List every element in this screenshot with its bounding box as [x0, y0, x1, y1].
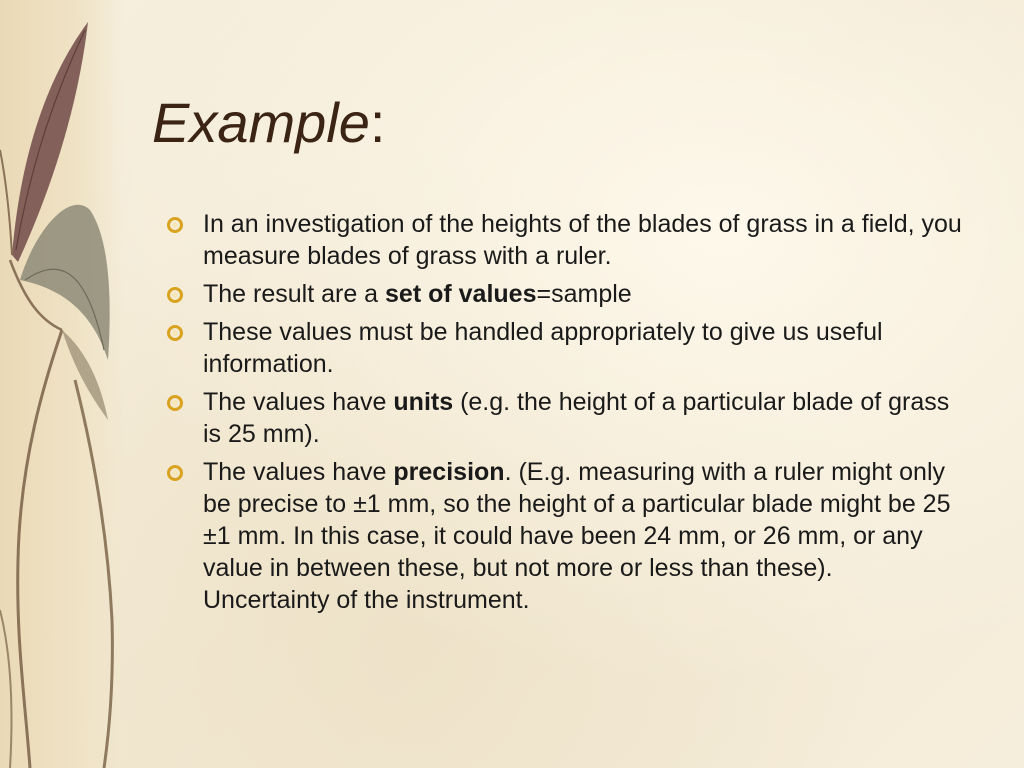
bullet-text-bold: set of values: [385, 280, 537, 308]
bullet-item: [166, 456, 971, 616]
title-colon: :: [369, 91, 386, 154]
ring-bullet-icon: [166, 394, 184, 412]
bullet-text: The result are a: [203, 280, 386, 308]
ring-bullet-icon: [166, 464, 184, 482]
bullet-text: The values have: [203, 458, 394, 486]
grass-blade-decoration: [0, 0, 130, 768]
ring-bullet-icon: [166, 216, 184, 234]
ring-bullet-icon: [166, 286, 184, 304]
bullet-text-bold: units: [393, 388, 454, 416]
bullet-item: [166, 208, 971, 272]
bullet-text: These values must be handled appropriately to give us useful information.: [203, 318, 883, 378]
bullet-text: The values have: [203, 388, 394, 416]
bullet-item: [166, 278, 971, 310]
bullet-item: [166, 386, 971, 450]
bullet-text: . (E.g. measuring with a ruler might only be precise to ±1 mm, so the height of a particular blade might be 25 ±1 mm. In this case, it could have been 24 mm, or 26 mm, or any value in between these, but not more or less than these). Uncertainty of the instrument.: [203, 458, 958, 614]
bullet-text: (e.g. the height of a particular blade of grass is 25 mm).: [203, 388, 950, 448]
bullet-text-bold: precision: [393, 458, 505, 486]
bullet-list: [166, 208, 971, 622]
bullet-text: =sample: [536, 280, 632, 308]
bullet-item: [166, 316, 971, 380]
title-word: Example: [152, 91, 370, 154]
ring-bullet-icon: [166, 324, 184, 342]
slide-title: [152, 92, 385, 154]
bullet-text: In an investigation of the heights of the blades of grass in a field, you measure blades of grass with a ruler.: [203, 210, 962, 270]
